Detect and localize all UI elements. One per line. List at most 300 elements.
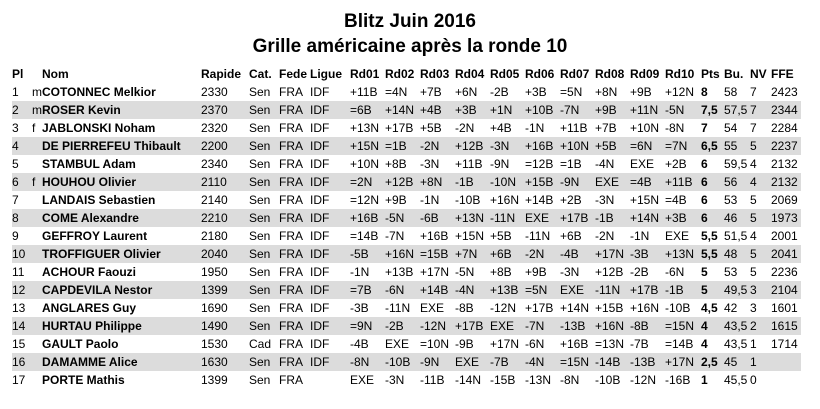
cell-pts: 4 — [701, 317, 724, 335]
cell-rd09: -12N — [630, 373, 657, 387]
cell-rd09: +14N — [630, 209, 665, 227]
cell-rd06: -7N — [525, 317, 560, 335]
cell-rd05: -12N — [490, 301, 517, 315]
cell-bu: 51,5 — [724, 229, 748, 243]
cell-fede: FRA — [279, 229, 303, 243]
cell-rd01: -8N — [350, 353, 385, 371]
cell-rd04: -10B — [455, 193, 481, 207]
cell-pts: 6 — [701, 157, 708, 171]
cell-rd03: +5B — [420, 121, 442, 135]
cell-pl: 12 — [12, 281, 32, 299]
cell-nv: 1 — [750, 353, 771, 371]
cell-rapide: 2140 — [201, 193, 228, 207]
cell-rd01: =9N — [350, 317, 385, 335]
cell-pl: 13 — [12, 301, 26, 315]
cell-sex — [32, 371, 42, 389]
cell-rd05: -15B — [490, 373, 516, 387]
table-row — [12, 371, 801, 389]
cell-cat: Sen — [249, 157, 271, 171]
cell-rapide: 2330 — [201, 85, 228, 99]
cell-rd08: -10B — [595, 373, 621, 387]
table-row — [12, 101, 801, 119]
table-row — [12, 317, 801, 335]
cell-pts: 6 — [701, 193, 708, 207]
cell-rd06: +10B — [525, 101, 560, 119]
table-row — [12, 335, 801, 353]
table-row — [12, 209, 801, 227]
cell-ligue: IDF — [310, 281, 350, 299]
cell-rd01: +15N — [350, 137, 385, 155]
cell-pl: 4 — [12, 137, 32, 155]
cell-ffe: 2132 — [771, 157, 798, 171]
cell-pl: 11 — [12, 265, 25, 279]
cell-bu: 48 — [724, 245, 750, 263]
cell-ligue — [310, 371, 350, 389]
cell-rd05: -7B — [490, 353, 525, 371]
cell-rd10: -10B — [665, 301, 691, 315]
cell-rd05: +16N — [490, 193, 520, 207]
cell-sex — [32, 281, 42, 299]
cell-sex — [32, 317, 42, 335]
cell-sex — [32, 263, 42, 281]
cell-ffe: 2236 — [771, 265, 798, 279]
cell-cat: Sen — [249, 353, 279, 371]
cell-rd05: +4B — [490, 121, 512, 135]
table-row — [12, 227, 801, 245]
header-rd05: Rd05 — [490, 67, 520, 81]
cell-rd04: -2N — [455, 121, 475, 135]
cell-ffe: 2284 — [771, 121, 798, 135]
cell-rd07: -13B — [560, 317, 595, 335]
cell-rd09: =6N — [630, 137, 665, 155]
cell-rd09: -13B — [630, 353, 665, 371]
cell-fede: FRA — [279, 353, 310, 371]
cell-ligue: IDF — [310, 101, 350, 119]
cell-fede: FRA — [279, 85, 303, 99]
cell-fede: FRA — [279, 157, 303, 171]
cell-pl: 7 — [12, 193, 19, 207]
cell-rd01: +16B — [350, 209, 385, 227]
cell-nv: 4 — [750, 173, 771, 191]
cell-rd08: -11N — [595, 281, 630, 299]
cell-ffe — [771, 371, 801, 389]
cell-rd04: +17B — [455, 317, 490, 335]
cell-rd10: EXE — [665, 229, 690, 243]
cell-ffe: 2104 — [771, 281, 801, 299]
cell-rd08: -2N — [595, 229, 615, 243]
cell-rd09: -7B — [630, 337, 649, 351]
cell-rd02: +17B — [385, 121, 414, 135]
cell-rapide: 2210 — [201, 209, 249, 227]
cell-rd03: -3N — [420, 157, 440, 171]
cell-rd10: -8N — [665, 121, 685, 135]
cell-nv: 5 — [750, 193, 757, 207]
cell-pl: 8 — [12, 209, 32, 227]
cell-rd07: -9N — [560, 173, 595, 191]
cell-ligue: IDF — [310, 173, 350, 191]
cell-rd10: +13N — [665, 245, 701, 263]
cell-rd04: +12B — [455, 137, 490, 155]
cell-ffe: 1601 — [771, 301, 798, 315]
cell-rd02: +13B — [385, 265, 414, 279]
cell-name: ROSER Kevin — [42, 101, 201, 119]
cell-ligue: IDF — [310, 209, 350, 227]
cell-rd05: -10N — [490, 173, 525, 191]
cell-fede: FRA — [279, 265, 303, 279]
cell-rd10: +17N — [665, 353, 701, 371]
cell-pts: 4,5 — [701, 301, 718, 315]
cell-rd06: =12B — [525, 157, 554, 171]
cell-ffe: 2069 — [771, 193, 798, 207]
cell-nv: 4 — [750, 229, 757, 243]
cell-sex — [32, 191, 42, 209]
cell-rd04: EXE — [455, 353, 490, 371]
cell-cat: Sen — [249, 301, 271, 315]
cell-rd08: +8N — [595, 85, 618, 99]
cell-rapide: 2200 — [201, 137, 249, 155]
cell-cat: Sen — [249, 137, 279, 155]
cell-rd05: +13B — [490, 281, 525, 299]
cell-rd06: +17B — [525, 301, 554, 315]
cell-rd03: +8N — [420, 173, 455, 191]
cell-rapide: 2110 — [201, 173, 249, 191]
cell-rd05: -11N — [490, 209, 525, 227]
cell-rd07: +6B — [560, 229, 582, 243]
cell-rd06: -13N — [525, 373, 552, 387]
header-row — [12, 65, 801, 83]
cell-rd01: =6B — [350, 101, 385, 119]
cell-rd06: +15B — [525, 173, 560, 191]
cell-pl: 6 — [12, 173, 32, 191]
cell-rd03: +4B — [420, 101, 455, 119]
cell-rd04: +7N — [455, 245, 490, 263]
cell-rd03: -2N — [420, 137, 455, 155]
cell-rd02: +16N — [385, 245, 420, 263]
header-rd09: Rd09 — [630, 67, 660, 81]
cell-rd08: +9B — [595, 101, 630, 119]
cell-rd10: =7N — [665, 137, 701, 155]
cell-rd02: -10B — [385, 353, 420, 371]
cell-ffe: 2001 — [771, 229, 798, 243]
cell-bu: 55 — [724, 137, 750, 155]
cell-fede: FRA — [279, 301, 303, 315]
header-pl: Pl — [12, 67, 24, 81]
cell-rd05: -9N — [490, 157, 510, 171]
cell-rd03: EXE — [420, 301, 445, 315]
cell-rd01: =7B — [350, 281, 385, 299]
cell-ligue: IDF — [310, 245, 350, 263]
cell-rd03: +7B — [420, 85, 442, 99]
cell-bu: 53 — [724, 193, 738, 207]
header-rd06: Rd06 — [525, 67, 555, 81]
cell-rd08: -1B — [595, 209, 630, 227]
cell-ffe: 2237 — [771, 137, 801, 155]
cell-rd03: -12N — [420, 317, 455, 335]
cell-pts: 4 — [701, 337, 708, 351]
cell-rd08: -4N — [595, 157, 615, 171]
cell-ligue: IDF — [310, 229, 330, 243]
cell-rd08: +7B — [595, 121, 617, 135]
cell-rd10: -1B — [665, 281, 701, 299]
cell-pts: 7,5 — [701, 101, 724, 119]
cell-rd01: -5B — [350, 245, 385, 263]
cell-rd06: +16B — [525, 137, 560, 155]
cell-pts: 5,5 — [701, 229, 718, 243]
table-row — [12, 83, 801, 101]
cell-rd04: -1B — [455, 173, 490, 191]
cell-rapide: 1950 — [201, 265, 228, 279]
cell-fede: FRA — [279, 317, 310, 335]
cell-ffe: 2344 — [771, 101, 801, 119]
cell-fede: FRA — [279, 281, 310, 299]
cell-cat: Cad — [249, 337, 272, 351]
cell-sex — [32, 299, 42, 317]
cell-ligue: IDF — [310, 121, 330, 135]
header-rd02: Rd02 — [385, 67, 415, 81]
cell-fede: FRA — [279, 101, 310, 119]
cell-pts: 7 — [701, 121, 708, 135]
table-row — [12, 173, 801, 191]
cell-rd08: +16N — [595, 317, 630, 335]
cell-name: TROFFIGUER Olivier — [42, 245, 201, 263]
cell-sex: f — [32, 173, 42, 191]
cell-rd09: +17B — [630, 281, 665, 299]
cell-rd05: +8B — [490, 265, 512, 279]
cell-rd07: =1B — [560, 157, 582, 171]
cell-rd08: -14B — [595, 353, 630, 371]
table-row — [12, 155, 801, 173]
table-row — [12, 299, 801, 317]
cell-rd04: +13N — [455, 209, 490, 227]
cell-fede: FRA — [279, 173, 310, 191]
cell-cat: Sen — [249, 245, 279, 263]
header-bu: Bu. — [724, 67, 744, 81]
cell-rd07: =15N — [560, 353, 595, 371]
header-rd08: Rd08 — [595, 67, 625, 81]
cell-ffe: 2132 — [771, 173, 801, 191]
cell-name: DE PIERREFEU Thibault — [42, 137, 201, 155]
cell-name: GAULT Paolo — [42, 337, 119, 351]
cell-rd07: EXE — [560, 281, 595, 299]
cell-rd04: -5N — [455, 265, 475, 279]
cell-name: COTONNEC Melkior — [42, 85, 156, 99]
cell-rd05: +5B — [490, 229, 512, 243]
cell-nv: 3 — [750, 281, 771, 299]
cell-rd09: =4B — [630, 173, 665, 191]
cell-rd08: -3N — [595, 193, 615, 207]
cell-name: HURTAU Philippe — [42, 317, 201, 335]
cell-rd06: +14B — [525, 193, 554, 207]
cell-rd06: -6N — [525, 337, 545, 351]
cell-rd07: +10N — [560, 137, 595, 155]
cell-cat: Sen — [249, 193, 271, 207]
cell-rd01: +10N — [350, 157, 380, 171]
cell-rd07: -3N — [560, 265, 580, 279]
header-fede: Fede — [279, 67, 308, 81]
cell-rd07: +14N — [560, 301, 590, 315]
cell-rd02: -3N — [385, 373, 405, 387]
cell-cat: Sen — [249, 173, 279, 191]
cell-rd03: =10N — [420, 337, 450, 351]
cell-bu: 45 — [724, 353, 750, 371]
cell-ffe: 1973 — [771, 209, 801, 227]
cell-name: COME Alexandre — [42, 209, 201, 227]
cell-rd02: =4N — [385, 85, 408, 99]
cell-pts: 5 — [701, 265, 708, 279]
cell-rd10: -16B — [665, 373, 691, 387]
cell-rd02: -7N — [385, 229, 405, 243]
cell-pl: 15 — [12, 337, 26, 351]
cell-nv: 4 — [750, 157, 757, 171]
cell-rd09: +16N — [630, 301, 660, 315]
cell-ligue: IDF — [310, 137, 350, 155]
cell-cat: Sen — [249, 121, 271, 135]
cell-pts: 8 — [701, 85, 708, 99]
cell-rd02: -5N — [385, 209, 420, 227]
cell-rd06: +9B — [525, 265, 547, 279]
header-ligue: Ligue — [310, 67, 342, 81]
cell-nv: 5 — [750, 209, 771, 227]
cell-rd10: =14B — [665, 337, 694, 351]
cell-cat: Sen — [249, 265, 271, 279]
header-sex — [32, 65, 42, 83]
cell-bu: 53 — [724, 265, 738, 279]
crosstable — [12, 65, 801, 389]
cell-pts: 6,5 — [701, 137, 724, 155]
cell-rd03: -9N — [420, 353, 455, 371]
cell-sex — [32, 209, 42, 227]
cell-rd09: +15N — [630, 193, 660, 207]
cell-rd08: +5B — [595, 137, 630, 155]
cell-name: PORTE Mathis — [42, 373, 125, 387]
cell-ligue: IDF — [310, 317, 350, 335]
cell-sex — [32, 155, 42, 173]
cell-rd06: +3B — [525, 85, 547, 99]
cell-name: CAPDEVILA Nestor — [42, 281, 201, 299]
cell-fede: FRA — [279, 137, 310, 155]
cell-bu: 42 — [724, 301, 738, 315]
cell-name: STAMBUL Adam — [42, 157, 136, 171]
cell-rapide: 1690 — [201, 301, 228, 315]
cell-sex — [32, 227, 42, 245]
cell-rd01: =2N — [350, 173, 385, 191]
cell-pl: 10 — [12, 245, 32, 263]
table-row — [12, 137, 801, 155]
cell-pl: 9 — [12, 229, 19, 243]
cell-nv: 7 — [750, 121, 757, 135]
header-cat: Cat. — [249, 67, 272, 81]
cell-rd03: +17N — [420, 265, 450, 279]
cell-bu: 59,5 — [724, 157, 748, 171]
cell-rapide: 1530 — [201, 337, 228, 351]
cell-sex — [32, 353, 42, 371]
cell-rd10: -6N — [665, 265, 685, 279]
cell-rd01: +13N — [350, 121, 380, 135]
cell-rd04: +3B — [455, 101, 490, 119]
cell-rd01: +11B — [350, 85, 378, 99]
cell-name: DAMAMME Alice — [42, 353, 201, 371]
cell-rd09: -1N — [630, 229, 650, 243]
table-row — [12, 191, 801, 209]
header-rapide: Rapide — [201, 67, 242, 81]
cell-name: HOUHOU Olivier — [42, 173, 201, 191]
cell-sex: m — [32, 103, 42, 117]
header-nv: NV — [750, 67, 767, 81]
cell-pl: 14 — [12, 317, 32, 335]
cell-rd10: -5N — [665, 101, 701, 119]
cell-rd10: +3B — [665, 209, 701, 227]
cell-rd06: EXE — [525, 209, 560, 227]
table-row — [12, 245, 801, 263]
cell-pts: 5,5 — [701, 245, 724, 263]
cell-nv: 5 — [750, 265, 757, 279]
header-rd10: Rd10 — [665, 67, 695, 81]
cell-pl: 2 — [12, 101, 32, 119]
cell-sex — [32, 245, 42, 263]
cell-rd01: =12N — [350, 193, 380, 207]
cell-pl: 5 — [12, 157, 19, 171]
cell-rd02: -6N — [385, 281, 420, 299]
cell-rd10: +12N — [665, 85, 695, 99]
cell-rd07: +11B — [560, 121, 588, 135]
cell-rd09: +11N — [630, 101, 665, 119]
cell-rd02: -2B — [385, 317, 420, 335]
table-row — [12, 263, 801, 281]
cell-rapide: 2320 — [201, 121, 228, 135]
cell-pl: 16 — [12, 353, 32, 371]
table-row — [12, 119, 801, 137]
cell-rd02: +14N — [385, 101, 420, 119]
header-rd07: Rd07 — [560, 67, 590, 81]
cell-rd06: -1N — [525, 121, 545, 135]
cell-rd02: +8B — [385, 157, 407, 171]
cell-ligue: IDF — [310, 157, 330, 171]
header-pts: Pts — [701, 67, 720, 81]
cell-rd04: +15N — [455, 229, 485, 243]
header-rd04: Rd04 — [455, 67, 485, 81]
cell-rd01: =14B — [350, 229, 379, 243]
cell-bu: 58 — [724, 85, 738, 99]
cell-rd07: +2B — [560, 193, 582, 207]
cell-rd08: +15B — [595, 301, 624, 315]
cell-pts: 1 — [701, 373, 708, 387]
cell-sex — [32, 335, 42, 353]
cell-nv: 5 — [750, 245, 771, 263]
cell-rd02: +12B — [385, 173, 420, 191]
cell-rd01: -3B — [350, 301, 369, 315]
cell-rapide: 1399 — [201, 373, 228, 387]
cell-ffe: 1714 — [771, 337, 798, 351]
cell-rd09: +9B — [630, 85, 652, 99]
cell-nv: 5 — [750, 137, 771, 155]
cell-ligue: IDF — [310, 353, 350, 371]
cell-ffe — [771, 353, 801, 371]
cell-rd04: +11B — [455, 157, 483, 171]
cell-bu: 43,5 — [724, 337, 748, 351]
cell-rd04: +6N — [455, 85, 478, 99]
cell-nv: 1 — [750, 337, 757, 351]
cell-rd04: -14N — [455, 373, 482, 387]
cell-nv: 2 — [750, 317, 771, 335]
cell-rd08: =13N — [595, 337, 625, 351]
page-title: Blitz Juin 2016 — [344, 11, 476, 32]
cell-ligue: IDF — [310, 301, 330, 315]
cell-rd05: -3N — [490, 137, 525, 155]
cell-rd01: EXE — [350, 373, 375, 387]
cell-rd03: -1N — [420, 193, 440, 207]
cell-rd07: -8N — [560, 373, 580, 387]
cell-nv: 7 — [750, 85, 757, 99]
